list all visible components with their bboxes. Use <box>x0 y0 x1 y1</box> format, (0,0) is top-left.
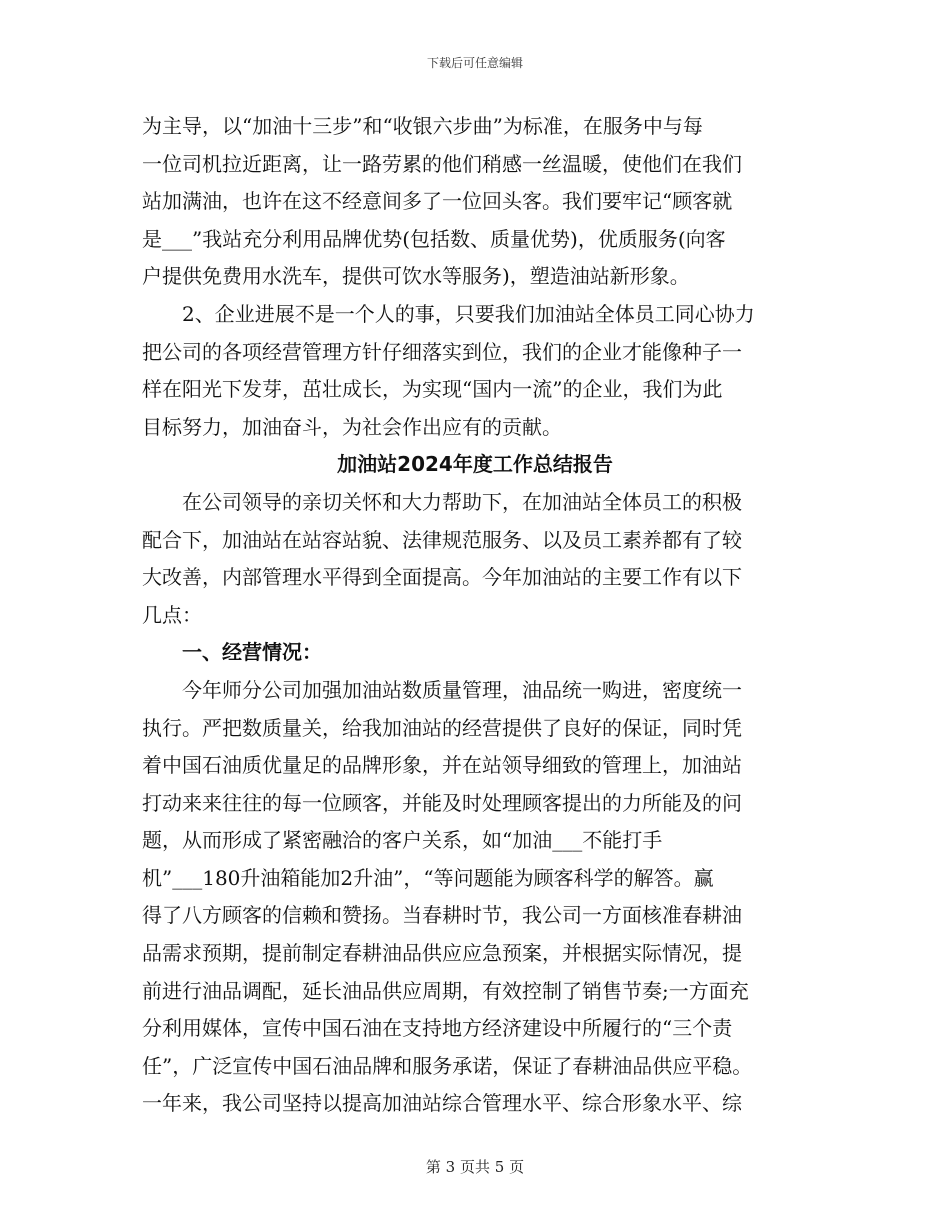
text-line: 分利用媒体，宣传中国石油在支持地方经济建设中所履行的“三个责 <box>142 1016 733 1041</box>
text-line: 今年师分公司加强加油站数质量管理，油品统一购进，密度统一 <box>182 677 742 702</box>
text-line: 配合下，加油站在站容站貌、法律规范服务、以及员工素养都有了较 <box>142 527 742 552</box>
text-line: 为主导，以“加油十三步”和“收银六步曲”为标准，在服务中与每 <box>142 114 703 138</box>
text-line: 把公司的各项经营管理方针仔细落实到位，我们的企业才能像种子一 <box>142 339 742 364</box>
text-line: 站加满油，也许在这不经意间多了一位回头客。我们要牢记“顾客就 <box>142 189 733 214</box>
text-line: 目标努力，加油奋斗，为社会作出应有的贡献。 <box>142 414 562 439</box>
section-heading: 一、经营情况： <box>182 640 322 665</box>
text-line: 是___”我站充分利用品牌优势(包括数、质量优势)，优质服务(向客 <box>142 226 726 251</box>
text-line: 题，从而形成了紧密融洽的客户关系，如“加油___不能打手 <box>142 828 663 853</box>
text-line: 2、企业进展不是一个人的事，只要我们加油站全体员工同心协力 <box>182 301 755 326</box>
page-header: 下载后可任意编辑 <box>426 56 523 70</box>
section-title: 加油站2024年度工作总结报告 <box>337 452 613 477</box>
text-line: 一年来，我公司坚持以提高加油站综合管理水平、综合形象水平、综 <box>142 1091 742 1116</box>
text-line: 品需求预期，提前制定春耕油品供应应急预案，并根据实际情况，提 <box>142 941 742 966</box>
text-line: 任”，广泛宣传中国石油品牌和服务承诺，保证了春耕油品供应平稳。 <box>142 1053 753 1078</box>
text-line: 一位司机拉近距离，让一路劳累的他们稍感一丝温暖，使他们在我们 <box>142 151 742 176</box>
text-line: 打动来来往往的每一位顾客，并能及时处理顾客提出的力所能及的问 <box>142 790 742 815</box>
page-footer: 第 3 页共 5 页 <box>425 1158 525 1176</box>
text-line: 户提供免费用水洗车，提供可饮水等服务)，塑造油站新形象。 <box>142 264 690 289</box>
text-line: 机”___180升油箱能加2升油”，“等问题能为顾客科学的解答。赢 <box>142 865 714 890</box>
text-line: 执行。严把数质量关，给我加油站的经营提供了良好的保证，同时凭 <box>142 715 742 740</box>
text-line: 前进行油品调配，延长油品供应周期，有效控制了销售节奏;一方面充 <box>142 978 749 1003</box>
text-line: 样在阳光下发芽，茁壮成长，为实现“国内一流”的企业，我们为此 <box>142 377 723 402</box>
text-line: 得了八方顾客的信赖和赞扬。当春耕时节，我公司一方面核准春耕油 <box>142 903 742 928</box>
text-line: 着中国石油质优量足的品牌形象，并在站领导细致的管理上，加油站 <box>142 753 742 778</box>
text-line: 在公司领导的亲切关怀和大力帮助下，在加油站全体员工的积极 <box>182 489 742 514</box>
document-body <box>142 108 808 1123</box>
text-line: 几点： <box>142 602 202 627</box>
text-line: 大改善，内部管理水平得到全面提高。今年加油站的主要工作有以下 <box>142 565 742 590</box>
